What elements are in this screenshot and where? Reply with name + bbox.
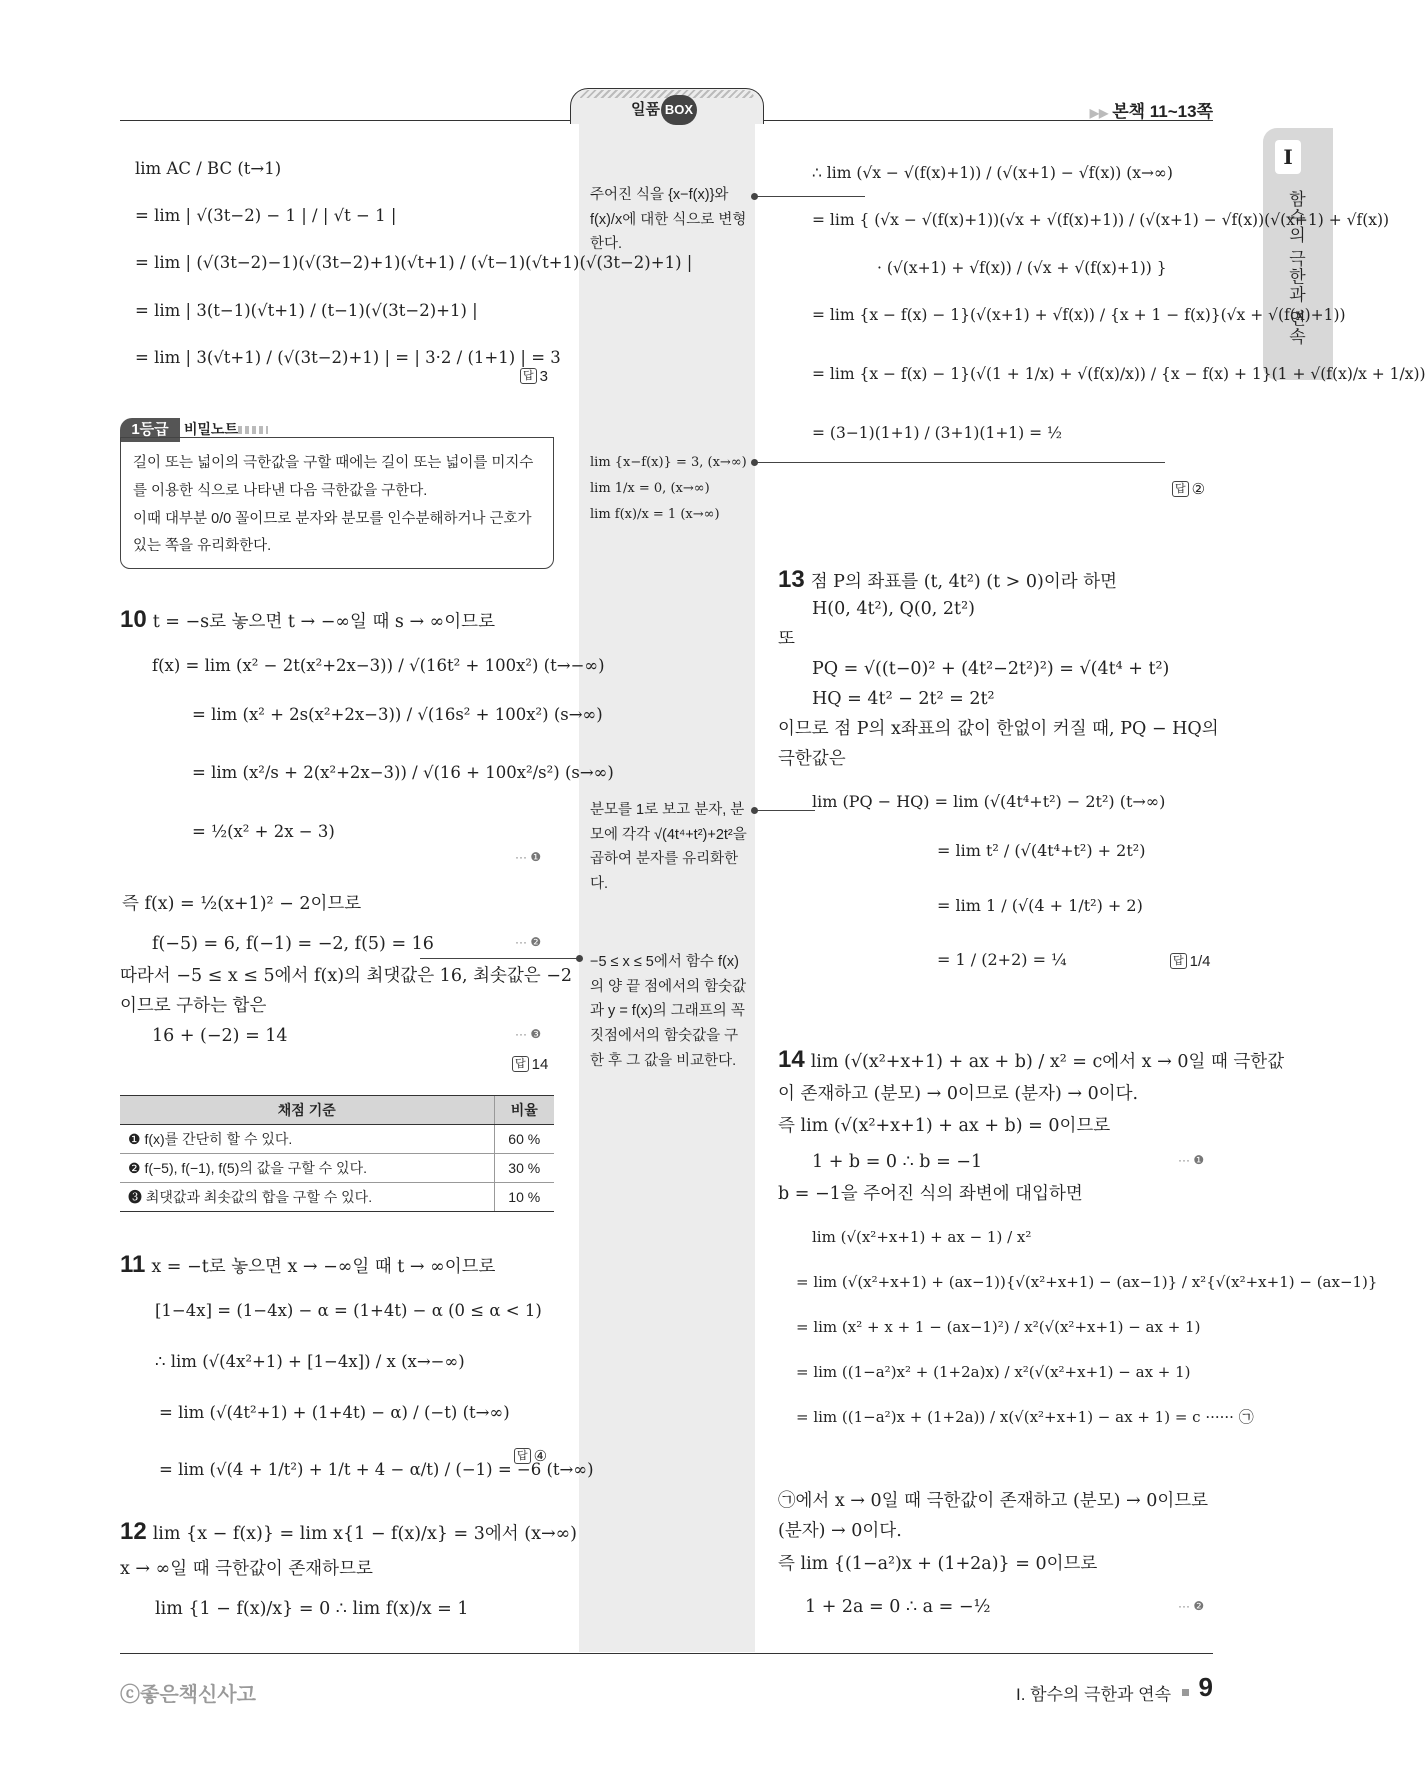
solution-line: = lim | (√(3t−2)−1)(√(3t−2)+1)(√t+1) / (√t−1)(√t+1)(√(3t−2)+1) |: [135, 253, 693, 273]
double-arrow-icon: ▶▶: [1089, 106, 1109, 120]
box-badge: BOX: [661, 95, 697, 125]
problem-10: [120, 600, 495, 640]
solution-line: 즉 lim {(1−a²)x + (1+2a)} = 0이므로: [778, 1554, 1098, 1574]
problem-10-derivation: [152, 642, 614, 857]
step-tag: ··· ❶: [1178, 1153, 1205, 1167]
solution-line: ㉠에서 x → 0일 때 극한값이 존재하고 (분모) → 0이므로: [778, 1491, 1209, 1511]
leader-dot: [751, 193, 758, 200]
solution-line: f(−5) = 6, f(−1) = −2, f(5) = 16: [152, 934, 434, 954]
solution-line: b = −1을 주어진 식의 좌변에 대입하면: [778, 1184, 1083, 1204]
page-number: 9: [1198, 1672, 1213, 1702]
footer-square-icon: [1182, 1689, 1189, 1696]
solution-line: = lim | 3(√t+1) / (√(3t−2)+1) | = | 3·2 / (1+1) | = 3: [135, 347, 561, 367]
side-note-1: 주어진 식을 {x−f(x)}와 f(x)/x에 대한 식으로 변형한다.: [590, 187, 747, 253]
problem-12: [120, 1512, 577, 1552]
solution-line: x → ∞일 때 극한값이 존재하므로: [120, 1559, 373, 1579]
solution-line: = lim ((1−a²)x² + (1+2a)x) / x²(√(x²+x+1) − ax + 1): [796, 1363, 1191, 1381]
solution-line: 1 + 2a = 0 ∴ a = −½: [805, 1597, 991, 1617]
leader-line: [755, 810, 815, 811]
solution-line: = lim ((1−a²)x + (1+2a)) / x(√(x²+x+1) − ax + 1) = c ······ ㉠: [796, 1408, 1254, 1426]
answer-12: 답 ②: [1172, 478, 1205, 503]
note-title: 비밀노트: [184, 421, 239, 437]
problem-14: [778, 1040, 1284, 1080]
solution-line: = lim (x² + x + 1 − (ax−1)²) / x²(√(x²+x+1) − ax + 1): [796, 1318, 1201, 1336]
step-tag: ··· ❸: [515, 1027, 542, 1041]
answer-10: 답 14: [512, 1053, 548, 1078]
side-note-line: lim {x−f(x)} = 3, (x→∞): [590, 455, 747, 470]
solution-line: 따라서 −5 ≤ x ≤ 5에서 f(x)의 최댓값은 16, 최솟값은 −2: [120, 966, 573, 986]
solution-line: = lim | 3(t−1)(√t+1) / (t−1)(√(3t−2)+1) |: [135, 300, 478, 320]
solution-line: lim (PQ − HQ) = lim (√(4t⁴+t²) − 2t²) (t→∞): [812, 792, 1166, 811]
footer-rule: [120, 1653, 1213, 1654]
solution-line: 1 + b = 0 ∴ b = −1: [812, 1152, 983, 1172]
footer-chapter: I. 함수의 극한과 연속: [1016, 1685, 1171, 1704]
answer-mark-icon: 답: [520, 368, 537, 384]
table-cell: 60 %: [494, 1125, 554, 1154]
solution-line: = lim 1 / (√(4 + 1/t²) + 2): [937, 895, 1143, 915]
solution-line: (분자) → 0이다.: [778, 1521, 902, 1541]
problem-14-derivation: [796, 1215, 1378, 1440]
table-cell: 10 %: [494, 1183, 554, 1212]
solution-line: lim (√(x²+x+1) + ax + b) / x² = c에서 x → 0일 때 극한값: [810, 1052, 1285, 1072]
table-cell: ❶ f(x)를 간단히 할 수 있다.: [120, 1125, 494, 1154]
note-text: 이때 대부분 0/0 꼴이므로 분자와 분모를 인수분해하거나 근호가 있는 쪽을 유리화한다.: [133, 510, 532, 555]
leader-line: [755, 462, 1165, 463]
answer-13: 답 1/4: [1170, 950, 1211, 975]
solution-line: t = −s로 놓으면 t → −∞일 때 s → ∞이므로: [152, 612, 495, 632]
solution-line: lim (√(x²+x+1) + ax − 1) / x²: [812, 1228, 1032, 1246]
solution-line: 16 + (−2) = 14: [152, 1026, 288, 1046]
grade-badge: 1등급: [120, 418, 180, 442]
answer-mark-icon: 답: [514, 1448, 531, 1464]
problem-number: 12: [120, 1518, 147, 1545]
solution-line: = lim {x − f(x) − 1}(√(x+1) + √f(x)) / {x + 1 − f(x)}(√x + √(f(x)+1)): [812, 305, 1346, 324]
solution-line: = lim {x − f(x) − 1}(√(1 + 1/x) + √(f(x)/x)) / {x − f(x) + 1}(1 + √(f(x)/x + 1/x)): [812, 365, 1426, 384]
solution-line: HQ = 4t² − 2t² = 2t²: [812, 689, 995, 709]
side-note-line: lim 1/x = 0, (x→∞): [590, 481, 710, 496]
solution-line: = lim (x²/s + 2(x²+2x−3)) / √(16 + 100x²/s²) (s→∞): [192, 763, 614, 783]
solution-line: x = −t로 놓으면 x → −∞일 때 t → ∞이므로: [151, 1257, 496, 1277]
problem-13: [778, 560, 1117, 600]
solution-line: PQ = √((t−0)² + (4t²−2t²)²) = √(4t⁴ + t²): [812, 659, 1170, 679]
problem-11: [120, 1245, 495, 1285]
problem-number: 10: [120, 606, 147, 633]
solution-line: f(x) = lim (x² − 2t(x²+2x−3)) / √(16t² + 100x²) (t→−∞): [152, 656, 605, 675]
table-row: [120, 1125, 554, 1154]
solution-line: = lim (√(4t²+1) + (1+4t) − α) / (−t) (t→∞): [159, 1403, 510, 1423]
solution-line: = ½(x² + 2x − 3): [192, 822, 335, 842]
solution-line: 이므로 구하는 합은: [120, 996, 267, 1016]
solution-line: ∴ lim (√x − √(f(x)+1)) / (√(x+1) − √f(x)) (x→∞): [812, 164, 1173, 182]
leader-dot: [751, 807, 758, 814]
solution-line: · (√(x+1) + √f(x)) / (√x + √(f(x)+1)) }: [877, 258, 1167, 277]
solution-line: 또: [778, 629, 795, 649]
solution-line: 이므로 점 P의 x좌표의 값이 한없이 커질 때, PQ − HQ의: [778, 719, 1219, 739]
secret-note-box: [120, 437, 554, 569]
table-header: 비율: [494, 1096, 554, 1125]
leader-dot: [576, 955, 583, 962]
chapter-title: 함수의 극한과 연속: [1286, 190, 1305, 346]
leader-line: [420, 958, 580, 959]
solution-line: 즉 lim (√(x²+x+1) + ax + b) = 0이므로: [778, 1116, 1111, 1136]
solution-line: lim {x − f(x)} = lim x{1 − f(x)/x} = 3에서 (x→∞): [152, 1524, 578, 1544]
answer-mark-icon: 답: [1170, 953, 1187, 969]
solution-line: = lim (√(x²+x+1) + (ax−1)){√(x²+x+1) − (ax−1)} / x²{√(x²+x+1) − (ax−1)}: [796, 1273, 1378, 1291]
side-note-4: −5 ≤ x ≤ 5에서 함수 f(x)의 양 끝 점에서의 함숫값과 y = f(x)의 그래프의 꼭짓점에서의 함숫값을 구한 후 그 값을 비교한다.: [590, 954, 747, 1069]
page-reference: [1090, 97, 1213, 122]
table-row: [120, 1154, 554, 1183]
solution-line: = lim (x² + 2s(x²+2x−3)) / √(16s² + 100x²) (s→∞): [192, 704, 603, 724]
solution-line: = lim (√(4 + 1/t²) + 1/t + 4 − α/t) / (−1) = −6 (t→∞): [159, 1460, 594, 1480]
solution-line: 점 P의 좌표를 (t, 4t²) (t > 0)이라 하면: [810, 572, 1118, 592]
problem-12-derivation: [812, 150, 1426, 458]
solution-line: = lim | √(3t−2) − 1 | / | √t − 1 |: [135, 206, 397, 226]
solution-line: = (3−1)(1+1) / (3+1)(1+1) = ½: [812, 424, 1063, 443]
chapter-number: I: [1275, 140, 1301, 174]
solution-line: lim {1 − f(x)/x} = 0 ∴ lim f(x)/x = 1: [155, 1599, 469, 1619]
table-cell: ❷ f(−5), f(−1), f(5)의 값을 구할 수 있다.: [120, 1154, 494, 1183]
table-cell: 30 %: [494, 1154, 554, 1183]
solution-line: = 1 / (2+2) = ¼: [937, 950, 1067, 970]
publisher-mark: ⓒ좋은책신사고: [120, 1684, 256, 1706]
answer-11: 답 ④: [514, 1445, 547, 1470]
side-note-3: 분모를 1로 보고 분자, 분모에 각각 √(4t⁴+t²)+2t²을 곱하여 분자를 유리화한다.: [590, 802, 747, 892]
answer-9: 답 3: [520, 365, 548, 390]
solution-line: 극한값은: [778, 749, 846, 769]
solution-line: 즉 f(x) = ½(x+1)² − 2이므로: [122, 894, 362, 914]
side-note-line: lim f(x)/x = 1 (x→∞): [590, 507, 720, 522]
page-reference-text: 본책 11~13쪽: [1112, 102, 1213, 121]
solution-line: [1−4x] = (1−4x) − α = (1+4t) − α (0 ≤ α < 1): [155, 1301, 542, 1320]
problem-number: 13: [778, 566, 805, 593]
table-header: 채점 기준: [120, 1096, 494, 1125]
solution-line: 이 존재하고 (분모) → 0이므로 (분자) → 0이다.: [778, 1084, 1139, 1104]
answer-mark-icon: 답: [1172, 481, 1189, 497]
solution-line: ∴ lim (√(4x²+1) + [1−4x]) / x (x→−∞): [155, 1352, 465, 1372]
side-note-2: [590, 450, 750, 528]
solution-line: lim AC / BC (t→1): [135, 159, 282, 178]
answer-mark-icon: 답: [512, 1056, 529, 1072]
solution-line: = lim { (√x − √(f(x)+1))(√x + √(f(x)+1)) / (√(x+1) − √f(x))(√(x+1) + √f(x)): [812, 211, 1390, 230]
table-cell: ❸ 최댓값과 최솟값의 합을 구할 수 있다.: [120, 1183, 494, 1212]
problem-number: 11: [120, 1251, 146, 1278]
problem-9-solution: [135, 145, 692, 381]
problem-number: 14: [778, 1046, 805, 1073]
solution-line: H(0, 4t²), Q(0, 2t²): [812, 599, 975, 619]
problem-13-derivation: [812, 778, 1165, 985]
solution-line: = lim t² / (√(4t⁴+t²) + 2t²): [937, 840, 1146, 860]
step-tag: ··· ❷: [1178, 1599, 1205, 1613]
scoring-table: [120, 1095, 554, 1212]
box-label: 일품: [631, 101, 660, 118]
step-tag: ··· ❶: [515, 850, 542, 864]
note-decoration: [238, 426, 268, 434]
note-text: 길이 또는 넓이의 극한값을 구할 때에는 길이 또는 넓이를 미지수를 이용한 식으로 나타낸 다음 극한값을 구한다.: [133, 455, 534, 499]
step-tag: ··· ❷: [515, 935, 542, 949]
table-row: [120, 1183, 554, 1212]
leader-dot: [751, 459, 758, 466]
